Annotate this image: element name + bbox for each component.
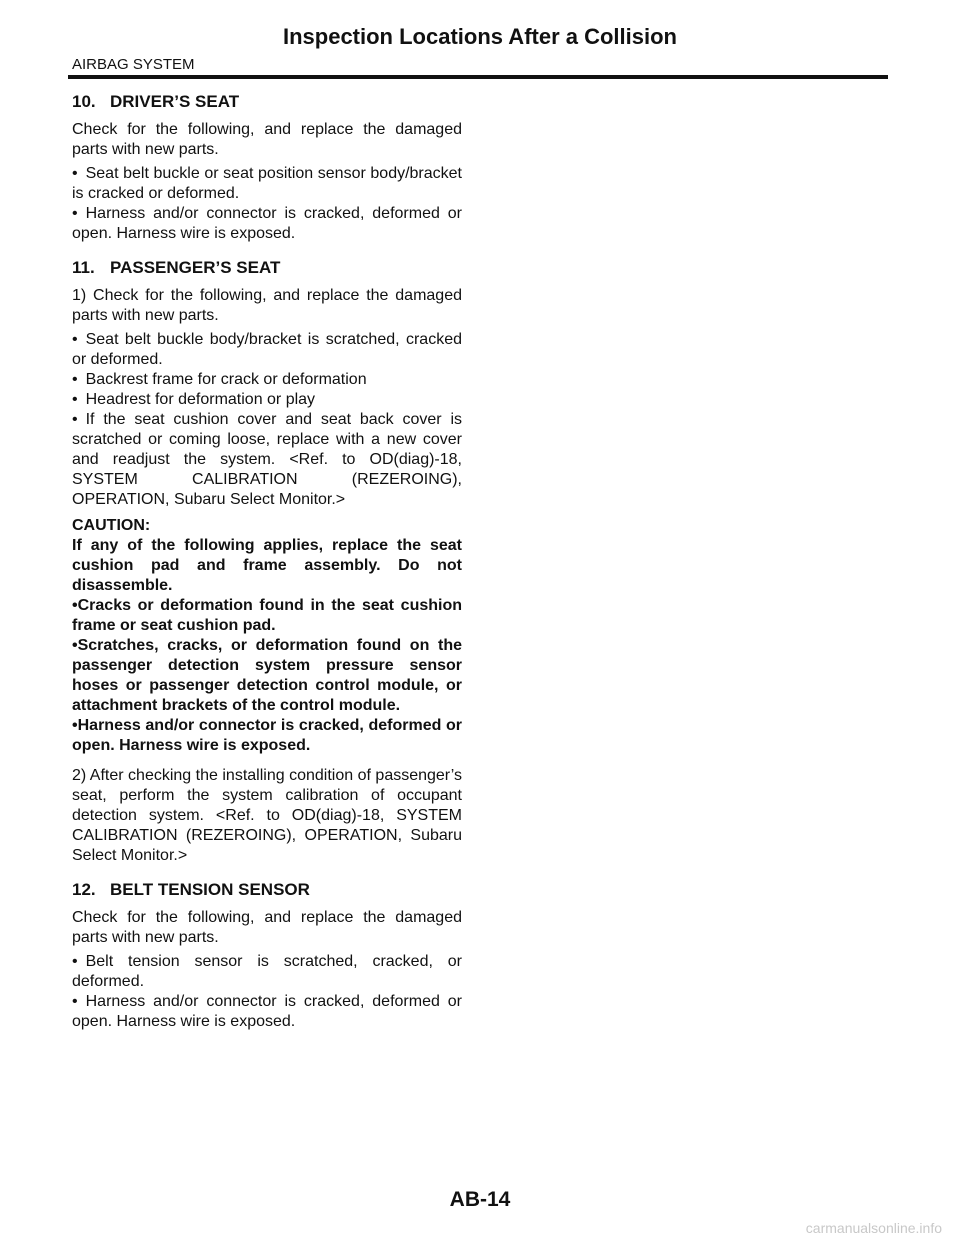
list-item: • Headrest for deformation or play (72, 391, 316, 408)
list-item: • If the seat cushion cover and seat back cover is scratched or coming loose, replace with a new cover and readjust the system. <Ref. to OD(diag)-18, SYSTEM CALIBRATION (REZEROING), OPERATION, Subaru Select Monitor.> (72, 411, 462, 508)
caution-item: •Harness and/or connector is cracked, deformed or open. Harness wire is exposed. (72, 717, 462, 754)
section-title: PASSENGER’S SEAT (110, 258, 281, 277)
bullet-icon: • (72, 371, 78, 388)
section-belt-tension-sensor (72, 880, 462, 1032)
bullet-icon: • (72, 331, 78, 348)
step-2: 2) After checking the installing condition of passenger’s seat, perform the system calibration of occupant detection system. <Ref. to OD(diag)-18, SYSTEM CALIBRATION (REZEROING), OPERATION, Subaru Select Monitor.> (72, 767, 462, 864)
section-heading (72, 92, 462, 112)
content-column (72, 92, 462, 1046)
caution-text: If any of the following applies, replace the seat cushion pad and frame assembly. Do not disassemble. (72, 537, 462, 594)
watermark: carmanualsonline.info (805, 1220, 942, 1236)
bullet-icon: • (72, 637, 78, 654)
section-drivers-seat (72, 92, 462, 244)
list-item: • Belt tension sensor is scratched, cracked, or deformed. (72, 953, 462, 990)
section-number: 11. (72, 258, 95, 277)
bullet-icon: • (72, 165, 78, 182)
caution-label: CAUTION: (72, 517, 151, 534)
section-number: 10. (72, 92, 96, 111)
caution-item: •Cracks or deformation found in the seat cushion frame or seat cushion pad. (72, 597, 462, 634)
section-intro: Check for the following, and replace the damaged parts with new parts. (72, 909, 462, 946)
list-item: • Seat belt buckle or seat position sensor body/bracket is cracked or deformed. (72, 165, 462, 202)
list-item: • Harness and/or connector is cracked, deformed or open. Harness wire is exposed. (72, 205, 462, 242)
header-rule (68, 75, 888, 79)
section-number: 12. (72, 880, 96, 899)
bullet-icon: • (72, 953, 78, 970)
list-item: • Backrest frame for crack or deformation (72, 371, 367, 388)
bullet-icon: • (72, 717, 78, 734)
bullet-icon: • (72, 597, 78, 614)
section-heading (72, 880, 462, 900)
section-heading (72, 258, 462, 278)
bullet-icon: • (72, 993, 78, 1010)
step-1: 1) Check for the following, and replace the damaged parts with new parts. (72, 287, 462, 324)
page-number: AB-14 (449, 1188, 511, 1211)
section-title: DRIVER’S SEAT (110, 92, 240, 111)
section-title: BELT TENSION SENSOR (110, 880, 310, 899)
list-item: • Seat belt buckle body/bracket is scratched, cracked or deformed. (72, 331, 462, 368)
list-item: • Harness and/or connector is cracked, deformed or open. Harness wire is exposed. (72, 993, 462, 1030)
page-title: Inspection Locations After a Collision (282, 24, 677, 49)
bullet-icon: • (72, 205, 78, 222)
caution-item: •Scratches, cracks, or deformation found on the passenger detection system pressure sensor hoses or passenger detection control module, or attachment brackets of the control module. (72, 637, 462, 714)
section-label: AIRBAG SYSTEM (72, 56, 195, 73)
caution-box (72, 516, 462, 756)
bullet-icon: • (72, 411, 78, 428)
section-intro: Check for the following, and replace the damaged parts with new parts. (72, 121, 462, 158)
section-passengers-seat (72, 258, 462, 866)
bullet-icon: • (72, 391, 78, 408)
